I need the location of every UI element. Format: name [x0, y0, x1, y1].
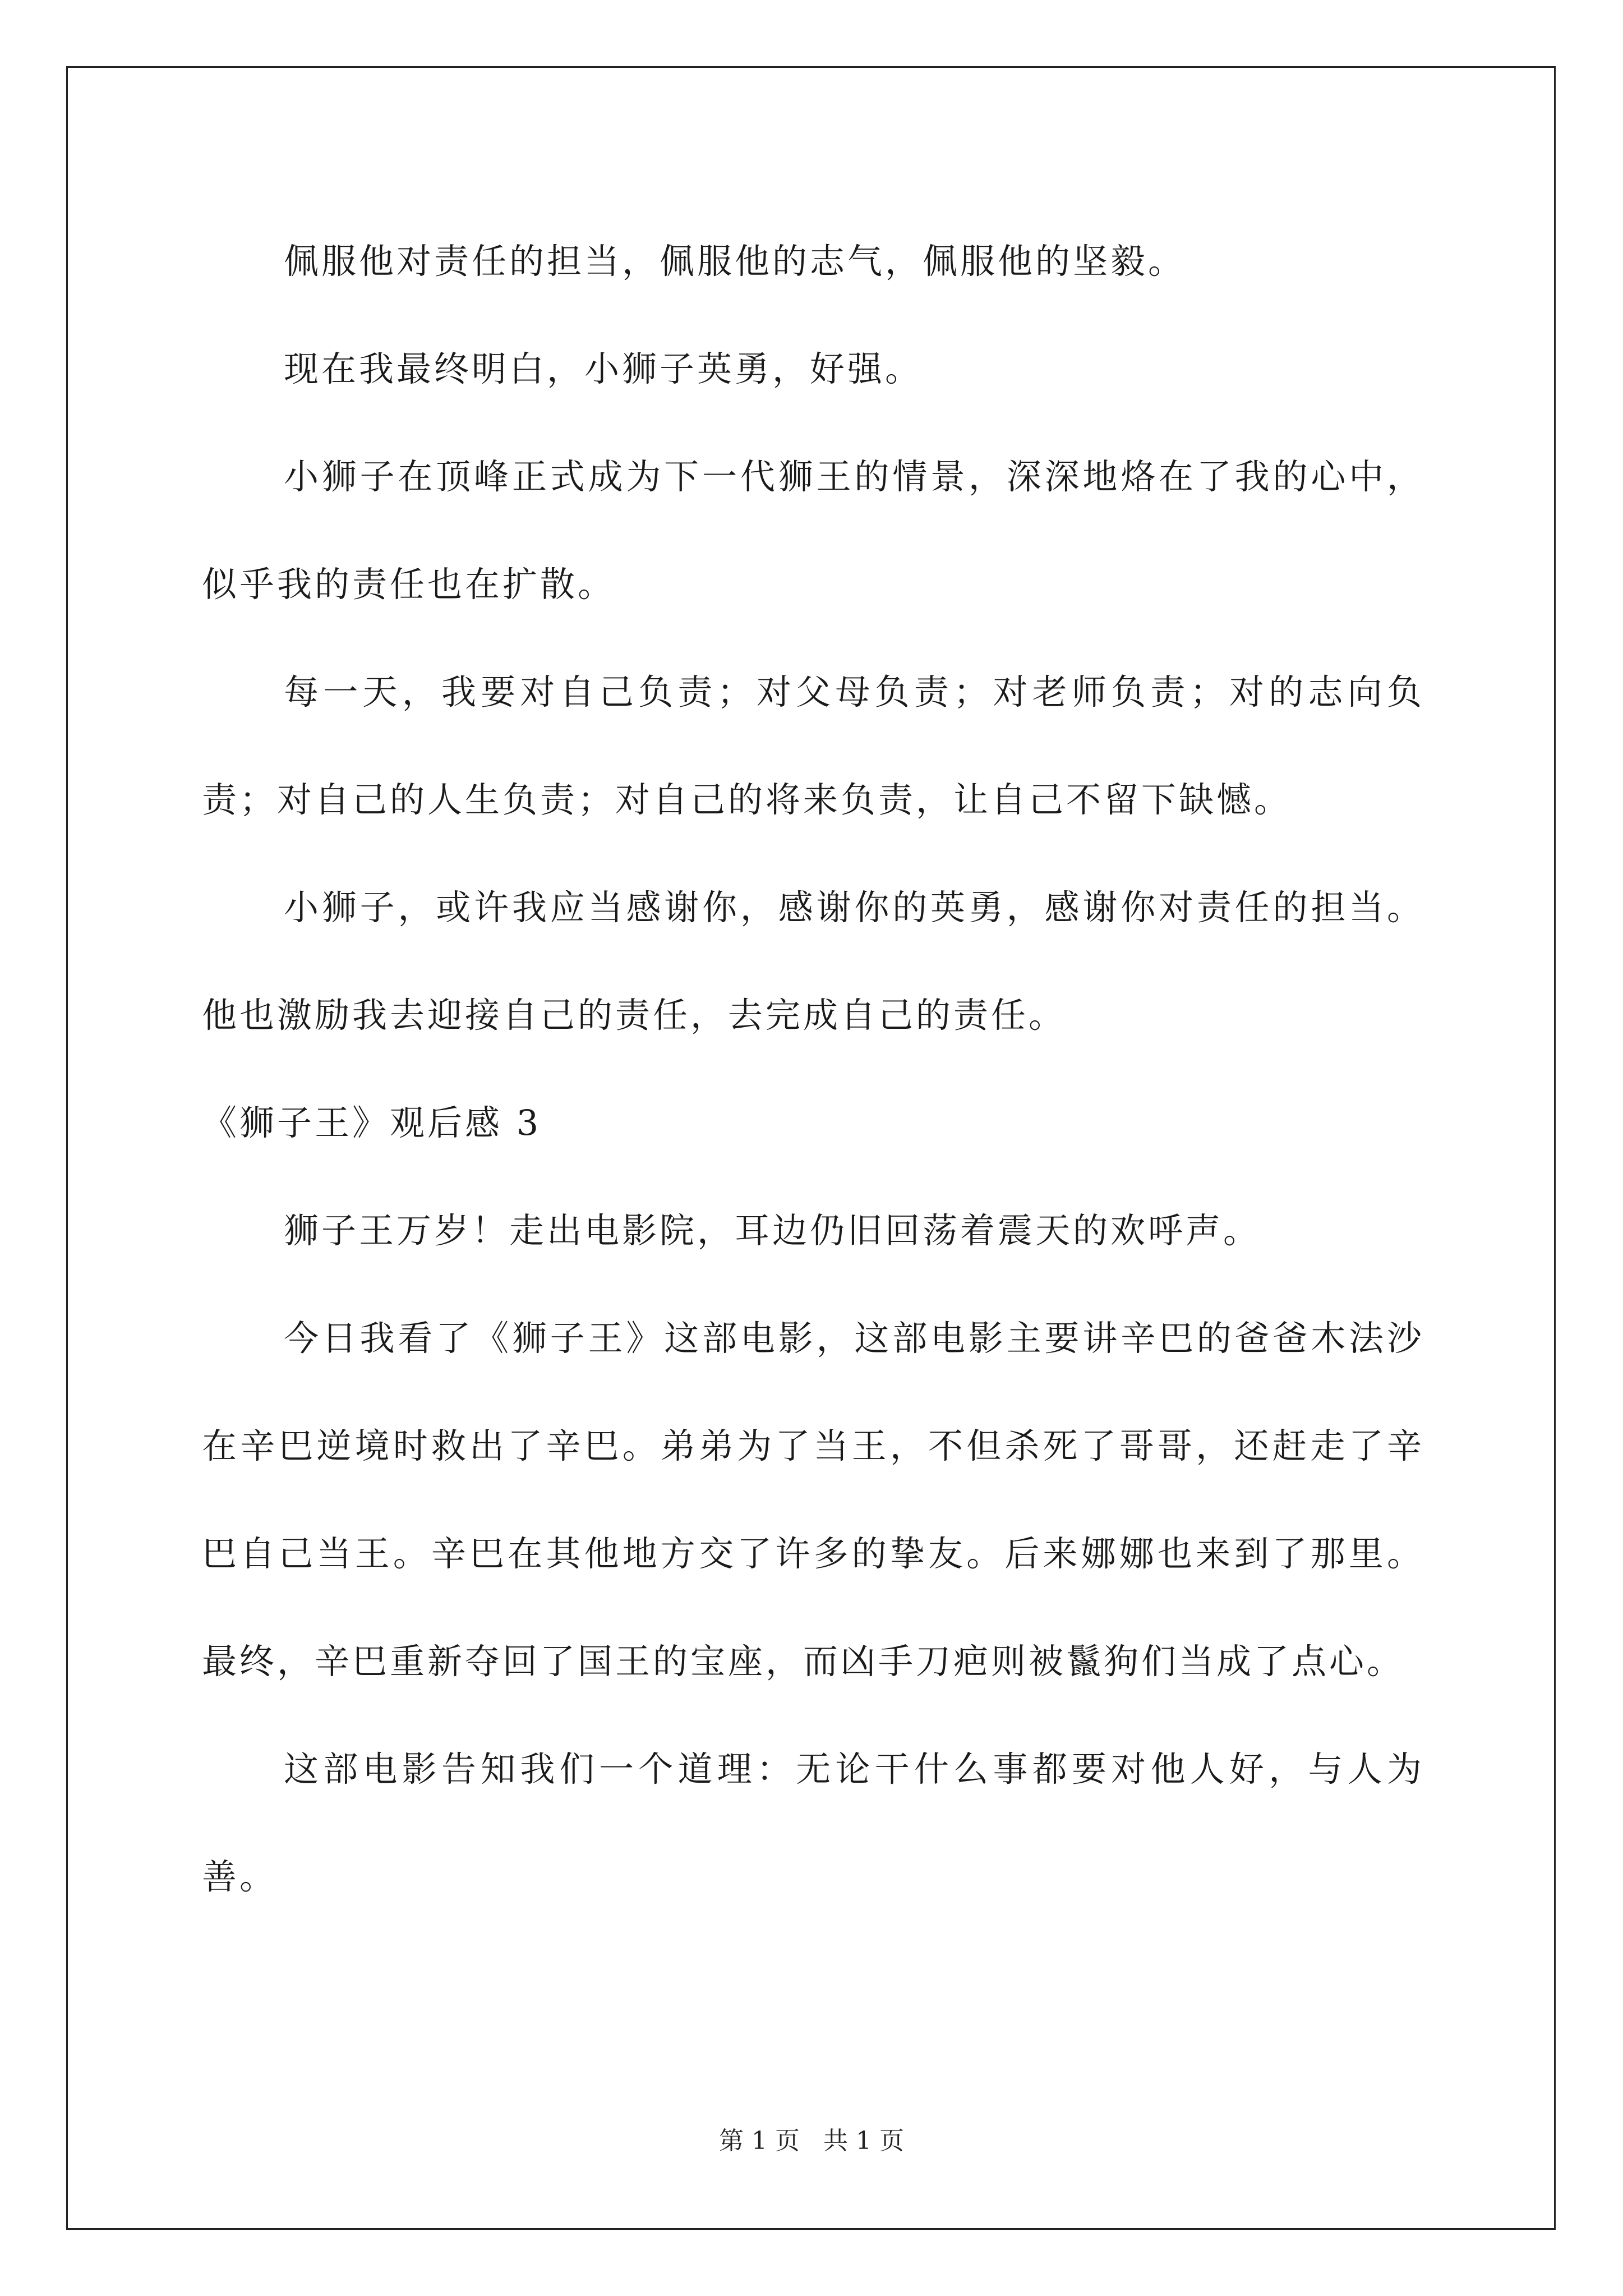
document-body — [202, 208, 1424, 1931]
paragraph-2: 现在我最终明白，小狮子英勇，好强。 — [284, 348, 923, 389]
page-total: 共 1 页 — [823, 2127, 904, 2155]
section-paragraph-1: 狮子王万岁！走出电影院，耳边仍旧回荡着震天的欢呼声。 — [284, 1210, 1261, 1251]
section-heading: 《狮子王》观后感 3 — [202, 1102, 542, 1143]
paragraph-5: 小狮子，或许我应当感谢你，感谢你的英勇，感谢你对责任的担当。他也激励我去迎接自己的责任，去完成自己的责任。 — [202, 887, 1424, 1036]
section-paragraph-2: 今日我看了《狮子王》这部电影，这部电影主要讲辛巴的爸爸木法沙在辛巴逆境时救出了辛巴。弟弟为了当王，不但杀死了哥哥，还赶走了辛巴自己当王。辛巴在其他地方交了许多的挚友。后来娜娜也来到了那里。最终，辛巴重新夺回了国王的宝座，而凶手刀疤则被鬣狗们当成了点心。 — [202, 1318, 1424, 1682]
page-number: 第 1 页 — [719, 2127, 800, 2155]
section-paragraph-3: 这部电影告知我们一个道理：无论干什么事都要对他人好，与人为善。 — [202, 1749, 1424, 1897]
paragraph-3: 小狮子在顶峰正式成为下一代狮王的情景，深深地烙在了我的心中，似乎我的责任也在扩散。 — [202, 456, 1424, 605]
paragraph-4: 每一天，我要对自己负责；对父母负责；对老师负责；对的志向负责；对自己的人生负责；对自己的将来负责，让自己不留下缺憾。 — [202, 671, 1424, 820]
page-footer — [0, 2120, 1623, 2156]
paragraph-1: 佩服他对责任的担当，佩服他的志气，佩服他的坚毅。 — [284, 241, 1186, 282]
